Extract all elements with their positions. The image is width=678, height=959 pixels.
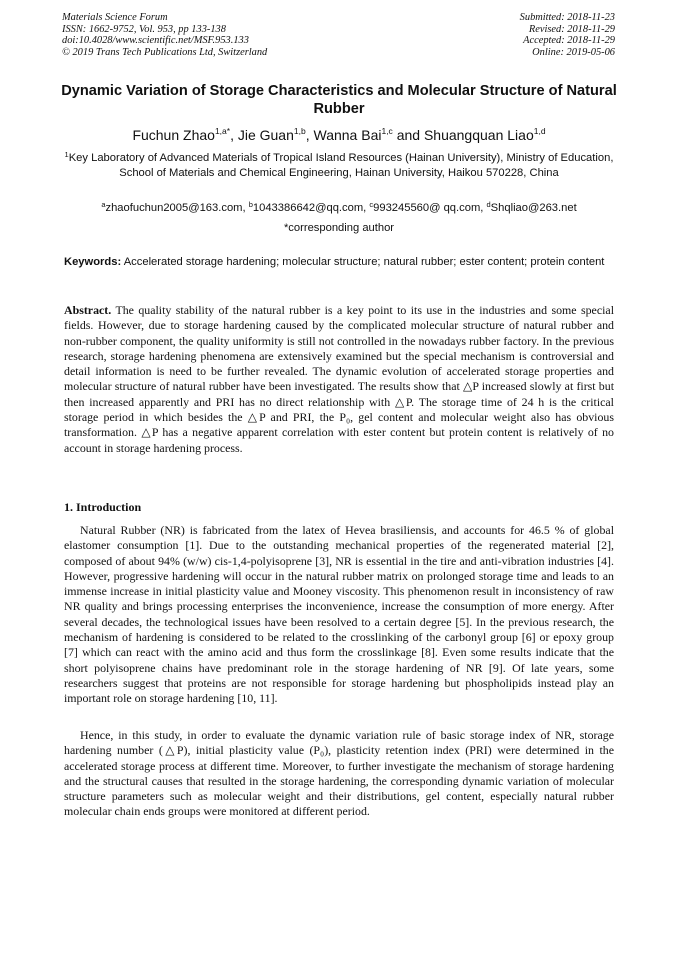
author-name: Jie Guan bbox=[237, 127, 294, 143]
email-sup: c bbox=[369, 200, 374, 209]
email-link[interactable]: 993245560@ qq.com bbox=[373, 202, 481, 214]
email-list bbox=[50, 201, 628, 215]
keywords-block bbox=[64, 255, 614, 270]
author-sup: 1,b bbox=[293, 126, 306, 136]
intro-paragraph-2: Hence, in this study, in order to evaluate the dynamic variation rule of basic storage index of NR, storage hardening number (△P), initial plasticity value (P₀), plasticity retention index (PRI) were determined in the accelerated storage process at different time. Moreover, to further investigate the mechanism of storage hardening and the structural causes that resulted in the storage hardening, the corresponding dynamic variation of molecular structure parameters such as molecular weight and their distributions, gel content, especially natural rubber molecular chain ends groups were monitored at different period. bbox=[64, 728, 614, 819]
email-sep: , bbox=[242, 202, 249, 214]
accepted-date: Accepted: 2018-11-29 bbox=[523, 35, 615, 47]
affiliation-sup: 1 bbox=[64, 150, 69, 159]
email-sup: d bbox=[486, 200, 491, 209]
issn-line: ISSN: 1662-9752, Vol. 953, pp 133-138 bbox=[62, 23, 226, 35]
affiliation bbox=[64, 151, 614, 180]
keywords-label: Keywords: bbox=[64, 256, 122, 268]
email-link[interactable]: 1043386642@qq.com bbox=[252, 202, 364, 214]
revised-date: Revised: 2018-11-29 bbox=[528, 23, 615, 35]
email-link[interactable]: zhaofuchun2005@163.com bbox=[105, 202, 243, 214]
author-sep: , bbox=[305, 127, 314, 143]
affiliation-text: Key Laboratory of Advanced Materials of Tropical Island Resources (Hainan University), Ministry of Education, School of Materials and Chemical Engineering, Hainan University, Haikou 570228, China bbox=[68, 152, 614, 179]
abstract-block bbox=[64, 303, 614, 456]
author-name: Wanna Bai bbox=[313, 127, 382, 143]
doi-line: doi:10.4028/www.scientific.net/MSF.953.133 bbox=[62, 35, 249, 47]
intro-paragraph-1: Natural Rubber (NR) is fabricated from the latex of Hevea brasiliensis, and accounts for 46.5 % of global elastomer consumption [1]. Due to the outstanding mechanical properties of the regenerated material [2], composed of about 94% (w/w) cis-1,4-polyisoprene [3], NR is essential in the tire and anti-vibration industries [4]. However, progressive hardening will occur in the natural rubber matrix on prolonged storage time and leads to an immense increase in initial plasticity value and Mooney viscosity. This phenomenon result in inconsistency of raw NR quality and brings processing enterprises the inconvenience, increase the consumption of more energy. After several decades, the technological issues have been resolved to a certain degree [5]. In the previous research, the mechanism of hardening is considered to be related to the crosslinking of the carbonyl group [6] or epoxy group [7] which can react with the amino acid and thus form the crosslinkage [8]. Even some results indicate that the short polyisoprene chains have predominant role in the storage hardening of NR [9]. Of late years, some researchers suggest that proteins are not responsible for storage hardening but phospholipids instead play an important role on storage hardening [10, 11]. bbox=[64, 523, 614, 706]
author-list bbox=[40, 126, 638, 144]
keywords-text: Accelerated storage hardening; molecular structure; natural rubber; ester content; protein content bbox=[123, 256, 605, 268]
journal-name: Materials Science Forum bbox=[62, 12, 168, 23]
abstract-label: Abstract. bbox=[64, 303, 112, 317]
author-sup: 1,d bbox=[533, 126, 546, 136]
author-sep: , bbox=[230, 127, 238, 143]
submitted-date: Submitted: 2018-11-23 bbox=[519, 12, 615, 23]
online-date: Online: 2019-05-06 bbox=[532, 46, 615, 58]
abstract-text: The quality stability of the natural rubber is a key point to its use in the industries and some special fields. However, due to storage hardening caused by the complicated molecular structure of natural rubber and non-rubber component, the quality uniformity is still not controlled in the nowadays rubber factory. In the previous research, storage hardening phenomena are extensively examined but the special mechanism is controversial and detail information is need to be further revealed. The dynamic evolution of accelerated storage properties and molecular structure of natural rubber have been investigated. The results show that △P increased slowly at first but then increased apparently and PRI has no direct relationship with △P. The storage time of 24 h is the critical storage period in which besides the △P and PRI, the P₀, gel content and molecular weight also has obvious transformation. △P has a negative apparent correlation with ester content but protein content is relatively of no account in storage hardening process. bbox=[64, 303, 614, 455]
author-sep: and bbox=[392, 127, 424, 143]
email-sep: , bbox=[363, 202, 370, 214]
corresponding-author-note: *corresponding author bbox=[283, 222, 395, 234]
copyright-line: © 2019 Trans Tech Publications Ltd, Switzerland bbox=[62, 46, 268, 58]
journal-header-right bbox=[520, 12, 615, 58]
email-link[interactable]: Shqliao@263.net bbox=[490, 202, 577, 214]
email-sup: b bbox=[248, 200, 253, 209]
author-sup: 1,a* bbox=[214, 126, 231, 136]
section-heading-introduction: 1. Introduction bbox=[64, 500, 142, 514]
author-name: Shuangquan Liao bbox=[423, 127, 534, 143]
author-sup: 1,c bbox=[381, 126, 393, 136]
journal-header-left bbox=[62, 12, 267, 58]
author-name: Fuchun Zhao bbox=[132, 127, 215, 143]
email-sep: , bbox=[480, 202, 487, 214]
email-sup: a bbox=[101, 200, 106, 209]
paper-title: Dynamic Variation of Storage Characteristics and Molecular Structure of Natural Rubber bbox=[61, 83, 617, 117]
